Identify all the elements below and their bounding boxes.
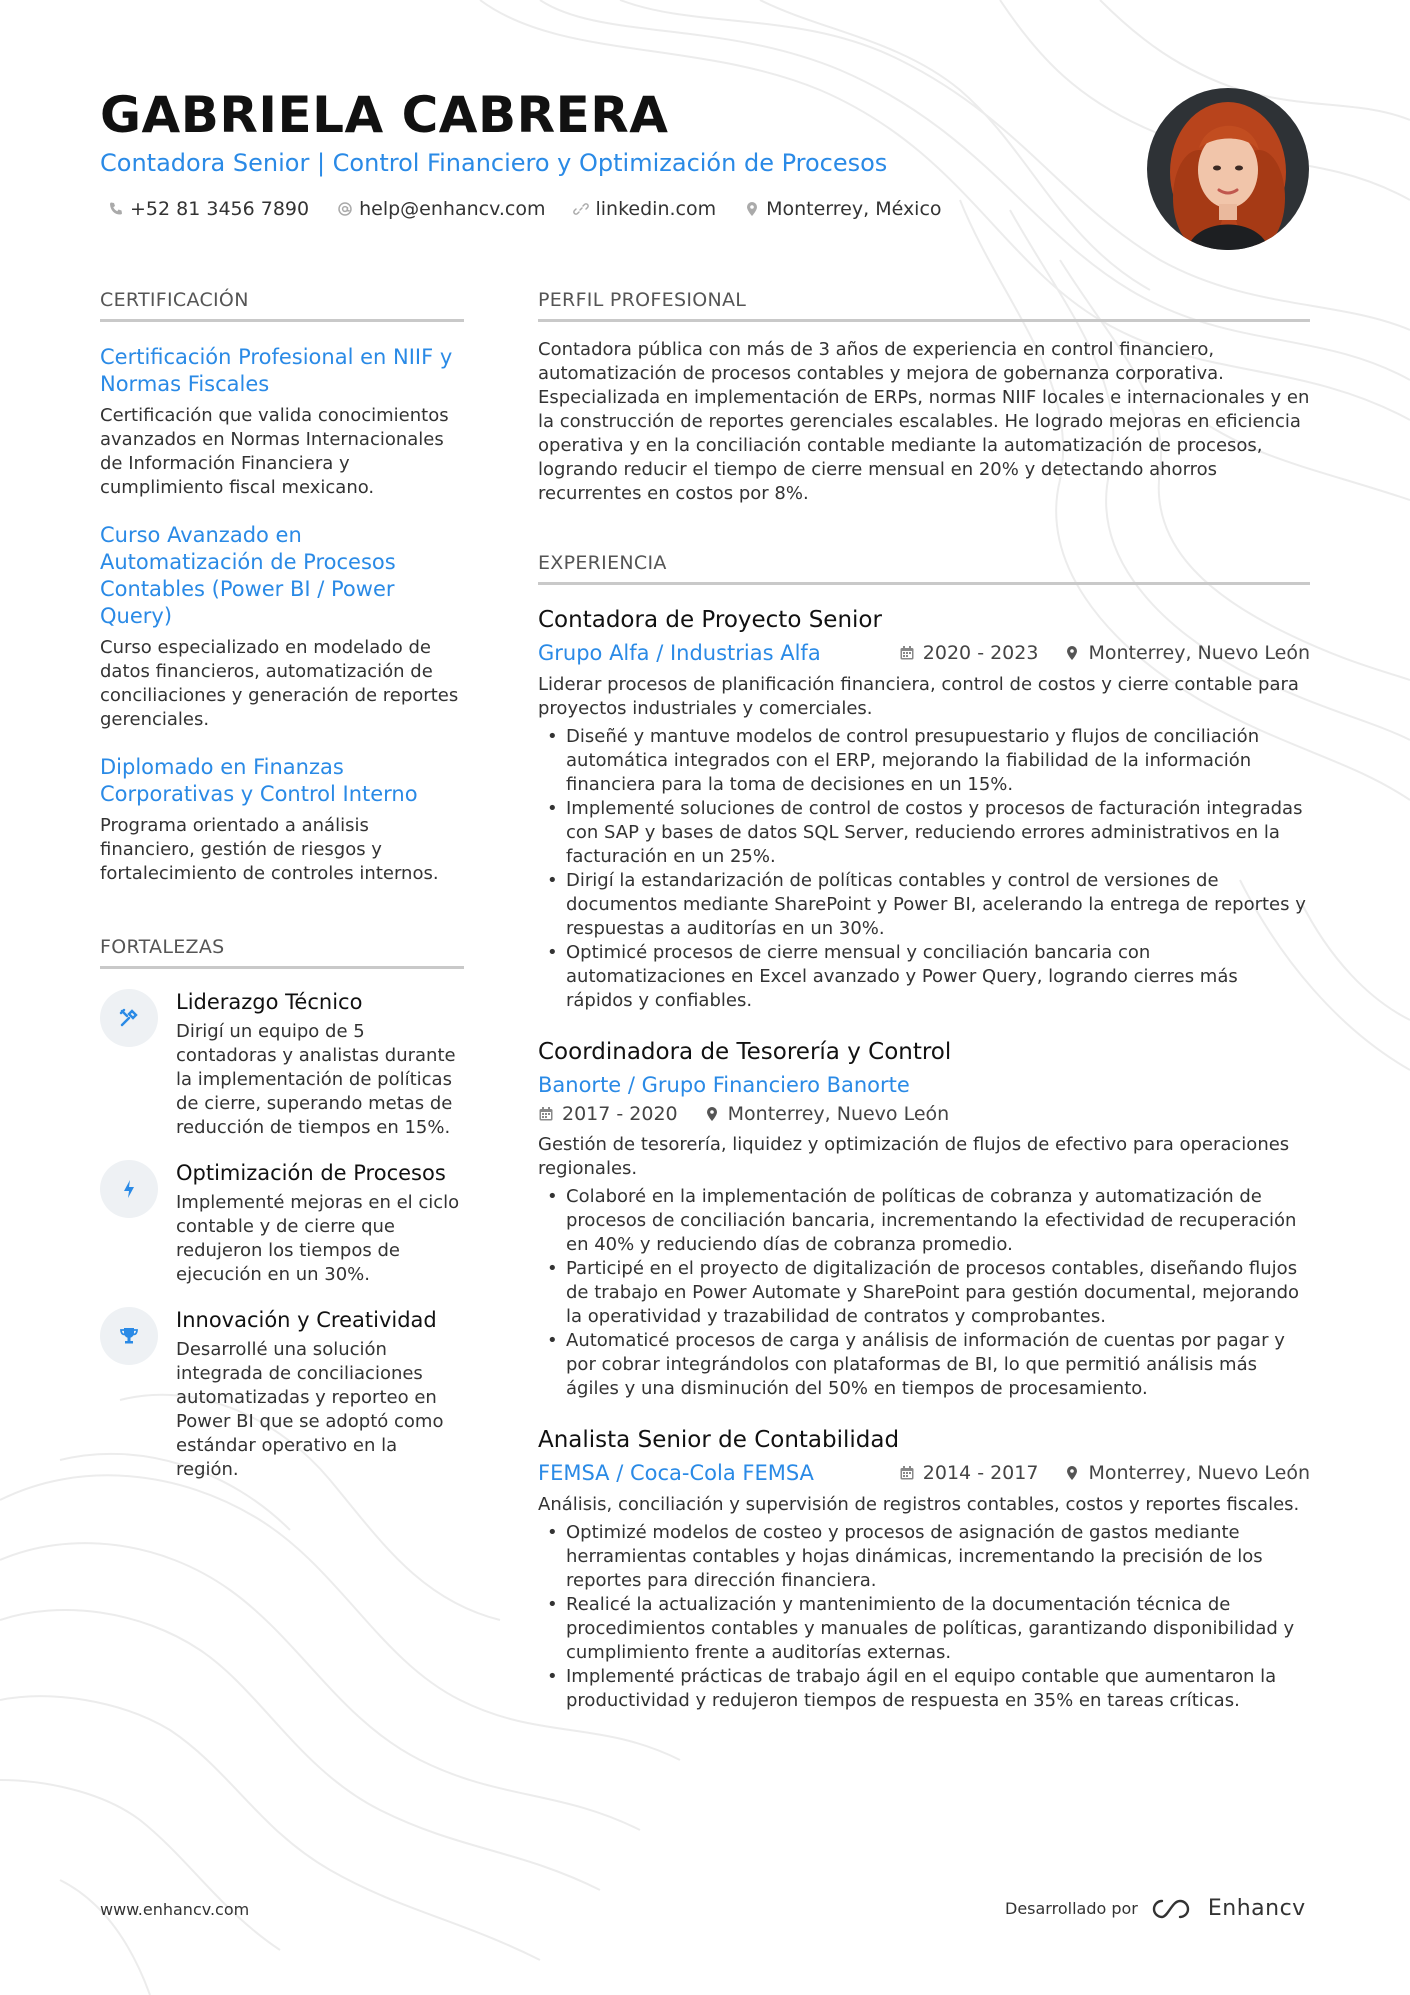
job-achievements [538, 1185, 1310, 1401]
certification-title: Curso Avanzado en Automatización de Procesos Contables (Power BI / Power Query) [100, 523, 396, 628]
strength-title: Optimización de Procesos [176, 1161, 446, 1185]
job-dates-text: 2017 - 2020 [562, 1103, 678, 1125]
strengths-heading: FORTALEZAS [100, 936, 464, 969]
contact-location-text: Monterrey, México [766, 198, 942, 220]
company-name: FEMSA / Coca-Cola FEMSA [538, 1461, 814, 1485]
certification-item [100, 522, 464, 732]
profile-summary: Contadora pública con más de 3 años de experiencia en control financiero, automatización de procesos contables y mejora de gobernanza corporativa. Especializada en implementación de ERPs, normas NIIF locales e internacionales y en la construcción de reportes gerenciales escalables. He logrado mejoras en eficiencia operativa y en la conciliación contable mediante la automatización de procesos, logrando reducir el tiempo de cierre mensual en 20% y detectando ahorros recurrentes en costos por 8%. [538, 339, 1310, 504]
achievement-item: • Automaticé procesos de carga y análisis de información de cuentas por pagar y por cobrar integrándolos con plataformas de BI, lo que permitió análisis más ágiles y una disminución del 50% en tiempos de procesamiento. [538, 1329, 1310, 1401]
contact-email[interactable] [337, 198, 545, 220]
profile-heading: PERFIL PROFESIONAL [538, 289, 1310, 322]
strength-item [100, 989, 464, 1140]
contact-bar [108, 198, 942, 220]
contact-linkedin[interactable] [573, 198, 716, 220]
location-icon [1064, 645, 1080, 661]
certification-title: Certificación Profesional en NIIF y Normas Fiscales [100, 345, 453, 396]
footer-branding[interactable] [1005, 1896, 1306, 1921]
candidate-name: GABRIELA CABRERA [100, 86, 669, 144]
job-title: Contadora de Proyecto Senior [538, 607, 882, 633]
experience-entry [538, 605, 1310, 1013]
profile-photo-illustration [1147, 88, 1309, 250]
job-dates-text: 2014 - 2017 [922, 1462, 1039, 1484]
certifications-heading: CERTIFICACIÓN [100, 289, 464, 322]
strength-description: Desarrollé una solución integrada de conciliaciones automatizadas y reporteo en Power BI que se adoptó como estándar operativo en la región. [176, 1339, 444, 1480]
job-location [704, 1103, 950, 1125]
contact-phone-text: +52 81 3456 7890 [130, 198, 310, 220]
experience-entry [538, 1037, 1310, 1401]
footer-website[interactable]: www.enhancv.com [100, 1900, 250, 1919]
strength-icon-wrap [100, 989, 158, 1047]
job-dates [899, 642, 1039, 664]
job-achievements [538, 725, 1310, 1013]
job-title: Analista Senior de Contabilidad [538, 1427, 900, 1453]
strength-icon-wrap [100, 1307, 158, 1365]
location-icon [744, 201, 760, 217]
footer-brand-name: Enhancv [1207, 1896, 1306, 1921]
experience-entry [538, 1425, 1310, 1713]
profile-section [538, 289, 1310, 506]
job-dates [538, 1103, 678, 1125]
job-meta-right [538, 1103, 1310, 1125]
achievement-item: • Implementé soluciones de control de costos y procesos de facturación integradas con SAP y bases de datos SQL Server, reduciendo errores administrativos en la facturación en un 25%. [538, 797, 1310, 869]
contact-linkedin-text: linkedin.com [595, 198, 717, 220]
certification-item [100, 344, 464, 500]
right-column [538, 289, 1310, 1713]
certification-description: Curso especializado en modelado de datos financieros, automatización de conciliaciones y generación de reportes gerenciales. [100, 637, 459, 730]
link-icon [573, 201, 589, 217]
job-location [1064, 1462, 1310, 1484]
candidate-headline: Contadora Senior | Control Financiero y Optimización de Procesos [100, 149, 888, 177]
calendar-icon [538, 1106, 554, 1122]
achievement-item: • Optimicé procesos de cierre mensual y conciliación bancaria con automatizaciones en Excel avanzado y Power Query, logrando cierres más rápidos y confiables. [538, 941, 1310, 1013]
achievement-item: • Optimizé modelos de costeo y procesos de asignación de gastos mediante herramientas contables y hojas dinámicas, incrementando la precisión de los reportes para dirección financiera. [538, 1521, 1310, 1593]
achievement-item: • Dirigí la estandarización de políticas contables y control de versiones de documentos mediante SharePoint y Power BI, acelerando la entrega de reportes y respuestas a auditorías en un 30%. [538, 869, 1310, 941]
job-meta-right [899, 1462, 1310, 1484]
job-location-text: Monterrey, Nuevo León [1088, 642, 1310, 664]
job-achievements [538, 1521, 1310, 1713]
strength-item [100, 1307, 464, 1482]
job-description: Gestión de tesorería, liquidez y optimización de flujos de efectivo para operaciones regionales. [538, 1134, 1290, 1179]
experience-section [538, 552, 1310, 1713]
strength-title: Liderazgo Técnico [176, 990, 363, 1014]
job-location-text: Monterrey, Nuevo León [727, 1103, 950, 1125]
job-title: Coordinadora de Tesorería y Control [538, 1039, 952, 1065]
achievement-item: • Diseñé y mantuve modelos de control presupuestario y flujos de conciliación automática integrados con el ERP, mejorando la fiabilidad de la información financiera para la toma de decisiones en un 15%. [538, 725, 1310, 797]
contact-email-text: help@enhancv.com [359, 198, 546, 220]
strength-description: Dirigí un equipo de 5 contadoras y analistas durante la implementación de políticas de cierre, superando metas de reducción de tiempos en 15%. [176, 1021, 456, 1138]
job-description: Liderar procesos de planificación financiera, control de costos y cierre contable para proyectos industriales y comerciales. [538, 674, 1299, 719]
job-meta [538, 1073, 1310, 1125]
job-meta [538, 1461, 1310, 1485]
strength-description: Implementé mejoras en el ciclo contable y de cierre que redujeron los tiempos de ejecución en un 30%. [176, 1192, 460, 1285]
strengths-section [100, 936, 464, 1482]
contact-location [744, 198, 941, 220]
certification-item [100, 754, 464, 886]
certification-description: Certificación que valida conocimientos avanzados en Normas Internacionales de Información Financiera y cumplimiento fiscal mexicano. [100, 405, 449, 498]
strength-title: Innovación y Creatividad [176, 1308, 437, 1332]
phone-icon [108, 201, 124, 217]
achievement-item: • Realicé la actualización y mantenimiento de la documentación técnica de procedimientos contables y manuales de políticas, garantizando disponibilidad y cumplimiento frente a auditorías externas. [538, 1593, 1310, 1665]
at-icon [337, 201, 353, 217]
bolt-icon [118, 1178, 140, 1200]
job-dates-text: 2020 - 2023 [922, 642, 1039, 664]
calendar-icon [899, 1465, 915, 1481]
achievement-item: • Participé en el proyecto de digitalización de procesos contables, diseñando flujos de trabajo en Power Automate y SharePoint para gestión documental, mejorando la operatividad y trazabilidad de contratos y comprobantes. [538, 1257, 1310, 1329]
job-description: Análisis, conciliación y supervisión de registros contables, costos y reportes fiscales. [538, 1494, 1300, 1515]
experience-heading: EXPERIENCIA [538, 552, 1310, 585]
certification-title: Diplomado en Finanzas Corporativas y Control Interno [100, 755, 418, 806]
achievement-item: • Implementé prácticas de trabajo ágil en el equipo contable que aumentaron la productividad y redujeron tiempos de respuesta en 35% en tareas críticas. [538, 1665, 1310, 1713]
left-column [100, 289, 464, 1482]
tools-icon [118, 1007, 140, 1029]
job-location [1064, 642, 1310, 664]
company-name: Grupo Alfa / Industrias Alfa [538, 641, 821, 665]
strength-item [100, 1160, 464, 1287]
job-meta-right [899, 642, 1310, 664]
certification-description: Programa orientado a análisis financiero, gestión de riesgos y fortalecimiento de controles internos. [100, 815, 439, 884]
location-icon [704, 1106, 720, 1122]
certifications-section [100, 289, 464, 886]
footer-powered-by: Desarrollado por [1005, 1899, 1138, 1918]
strength-icon-wrap [100, 1160, 158, 1218]
profile-photo [1147, 88, 1309, 250]
achievement-item: • Colaboré en la implementación de políticas de cobranza y automatización de procesos de conciliación bancaria, incrementando la efectividad de recuperación en 40% y reduciendo días de cobranza promedio. [538, 1185, 1310, 1257]
job-location-text: Monterrey, Nuevo León [1088, 1462, 1310, 1484]
enhancv-logo-icon [1150, 1897, 1196, 1921]
trophy-icon [118, 1325, 140, 1347]
job-dates [899, 1462, 1039, 1484]
location-icon [1064, 1465, 1080, 1481]
job-meta [538, 641, 1310, 665]
company-name: Banorte / Grupo Financiero Banorte [538, 1073, 910, 1097]
contact-phone[interactable] [108, 198, 309, 220]
calendar-icon [899, 645, 915, 661]
